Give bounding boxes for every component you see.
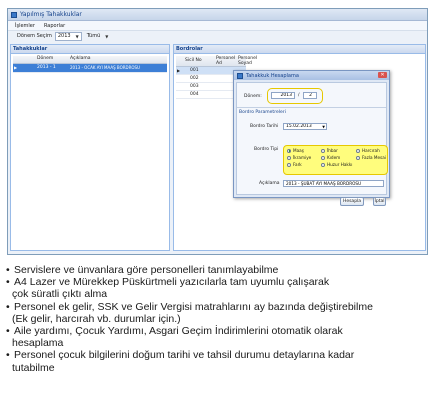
row-donem: 2013 - 1 <box>37 65 56 70</box>
col-donem[interactable]: Dönem <box>37 56 54 61</box>
radio-fark[interactable] <box>287 162 302 167</box>
window-titlebar <box>8 9 427 21</box>
filter-select[interactable] <box>85 33 111 40</box>
row-sicil: 004 <box>190 92 199 97</box>
radio-ihbar[interactable] <box>321 148 338 153</box>
dialog-icon <box>237 73 243 79</box>
list-item-text: çok süratli çıktı alma <box>12 288 108 301</box>
list-item-text: (Ek gelir, harcırah vb. durumlar için.) <box>12 312 181 325</box>
radio-fazla-mesai[interactable] <box>356 155 386 160</box>
tahakkuklar-grid-header <box>13 56 167 64</box>
tahakkuklar-grid <box>13 56 167 73</box>
radio-harcirah[interactable] <box>356 148 380 153</box>
date-label: Bordro Tarihi <box>250 124 279 129</box>
radio-label: Harcırah <box>362 148 380 153</box>
radio-label: İhbar <box>327 148 338 153</box>
hesapla-button[interactable]: Hesapla <box>340 197 364 206</box>
radio-label: Fark <box>293 162 302 167</box>
list-item: • Personel çocuk bilgilerini doğum tarihi ve tahsil durumu detaylarına kadar <box>6 349 434 361</box>
dialog-period-label: Dönem: <box>244 94 262 99</box>
tahakkuk-dialog <box>233 70 390 204</box>
period-separator: / <box>298 93 300 98</box>
filter-select-value: Tümü <box>86 32 101 39</box>
radio-dot-icon <box>356 149 360 153</box>
year-select-value: 2013 <box>57 32 71 39</box>
year-select[interactable] <box>55 32 82 41</box>
list-item-continuation <box>6 337 434 349</box>
list-item-continuation <box>6 288 434 300</box>
radio-dot-icon <box>287 149 291 153</box>
radio-dot-icon <box>321 163 325 167</box>
radio-kidem[interactable] <box>321 155 340 160</box>
close-icon[interactable]: ✕ <box>378 72 387 78</box>
radio-ikramiye[interactable] <box>287 155 311 160</box>
row-sicil: 001 <box>190 68 199 73</box>
row-sicil: 002 <box>190 76 199 81</box>
list-item-text: hesaplama <box>12 337 64 350</box>
menu-bar <box>8 21 427 31</box>
desc-field[interactable]: 2013 - ŞUBAT AYI MAAŞ BORDROSU <box>283 180 384 187</box>
desc-label: Açıklama <box>259 181 280 186</box>
period-label: Dönem Seçim <box>17 33 52 39</box>
menu-islemler[interactable]: İşlemler <box>15 22 35 29</box>
divider <box>237 107 386 108</box>
radio-label: Kıdem <box>327 155 341 160</box>
radio-label: Maaş <box>293 148 304 153</box>
window-title: Yapılmış Tahakkuklar <box>20 11 82 18</box>
radio-label: Huzur Hakkı <box>327 162 353 167</box>
radio-dot-icon <box>321 149 325 153</box>
chevron-down-icon: ▼ <box>105 33 109 39</box>
dialog-title: Tahakkuk Hesaplama <box>246 72 299 79</box>
radio-dot-icon <box>287 163 291 167</box>
section-title: Bordro Parametreleri <box>239 110 286 115</box>
list-item-continuation <box>6 313 434 325</box>
chevron-down-icon: ▼ <box>75 33 79 39</box>
list-item: • Aile yardımı, Çocuk Yardımı, Asgari Geçim İndirimlerini otomatik olarak <box>6 325 434 337</box>
radio-dot-icon <box>356 156 360 160</box>
radio-maas[interactable] <box>287 148 304 153</box>
row-pointer-icon: ▶ <box>14 65 18 70</box>
radio-huzur-hakki[interactable] <box>321 162 352 167</box>
bordrolar-panel-title: Bordrolar <box>174 45 425 54</box>
dialog-titlebar <box>234 71 389 80</box>
date-field[interactable] <box>283 123 327 130</box>
type-label: Bordro Tipi <box>254 147 279 152</box>
list-item-text: tutabilme <box>12 361 55 374</box>
row-aciklama: 2013 - OCAK AYI MAAŞ BORDROSU <box>70 65 140 70</box>
col-sicil[interactable]: Sicil No <box>185 58 202 63</box>
list-item: • Personel ek gelir, SSK ve Gelir Vergisi matrahlarını ay bazında değiştirebilme <box>6 301 434 313</box>
tahakkuklar-panel <box>10 44 170 251</box>
bordro-type-group <box>283 145 388 175</box>
dialog-body <box>236 82 387 204</box>
radio-label: İkramiye <box>293 155 312 160</box>
col-ad[interactable]: Personel Ad <box>216 56 236 66</box>
chevron-down-icon: ▼ <box>322 125 325 129</box>
list-item-continuation <box>6 362 434 374</box>
row-sicil: 003 <box>190 84 199 89</box>
radio-dot-icon <box>287 156 291 160</box>
feature-list <box>6 264 434 374</box>
row-pointer-icon: ▶ <box>177 68 181 73</box>
radio-dot-icon <box>321 156 325 160</box>
period-toolbar <box>8 31 427 41</box>
app-icon <box>11 12 17 18</box>
table-row[interactable] <box>13 64 167 73</box>
date-value: 15.02.2013 <box>286 124 312 129</box>
year-field[interactable]: 2013 <box>271 92 295 99</box>
col-aciklama[interactable]: Açıklama <box>70 56 91 61</box>
month-stepper[interactable]: 2 <box>303 92 317 99</box>
tahakkuklar-panel-title: Tahakkuklar <box>11 45 169 54</box>
list-item: • Servislere ve ünvanlara göre personelleri tanımlayabilme <box>6 264 434 276</box>
bordrolar-grid-header <box>176 56 258 67</box>
list-item: • A4 Lazer ve Mürekkep Püskürtmeli yazıcılarla tam uyumlu çalışarak <box>6 276 434 288</box>
menu-raporlar[interactable]: Raporlar <box>43 22 66 29</box>
col-soyad[interactable]: Personel Soyad <box>238 56 258 66</box>
iptal-button[interactable]: İptal <box>374 199 385 204</box>
radio-label: Fazla Mesai <box>362 155 386 160</box>
